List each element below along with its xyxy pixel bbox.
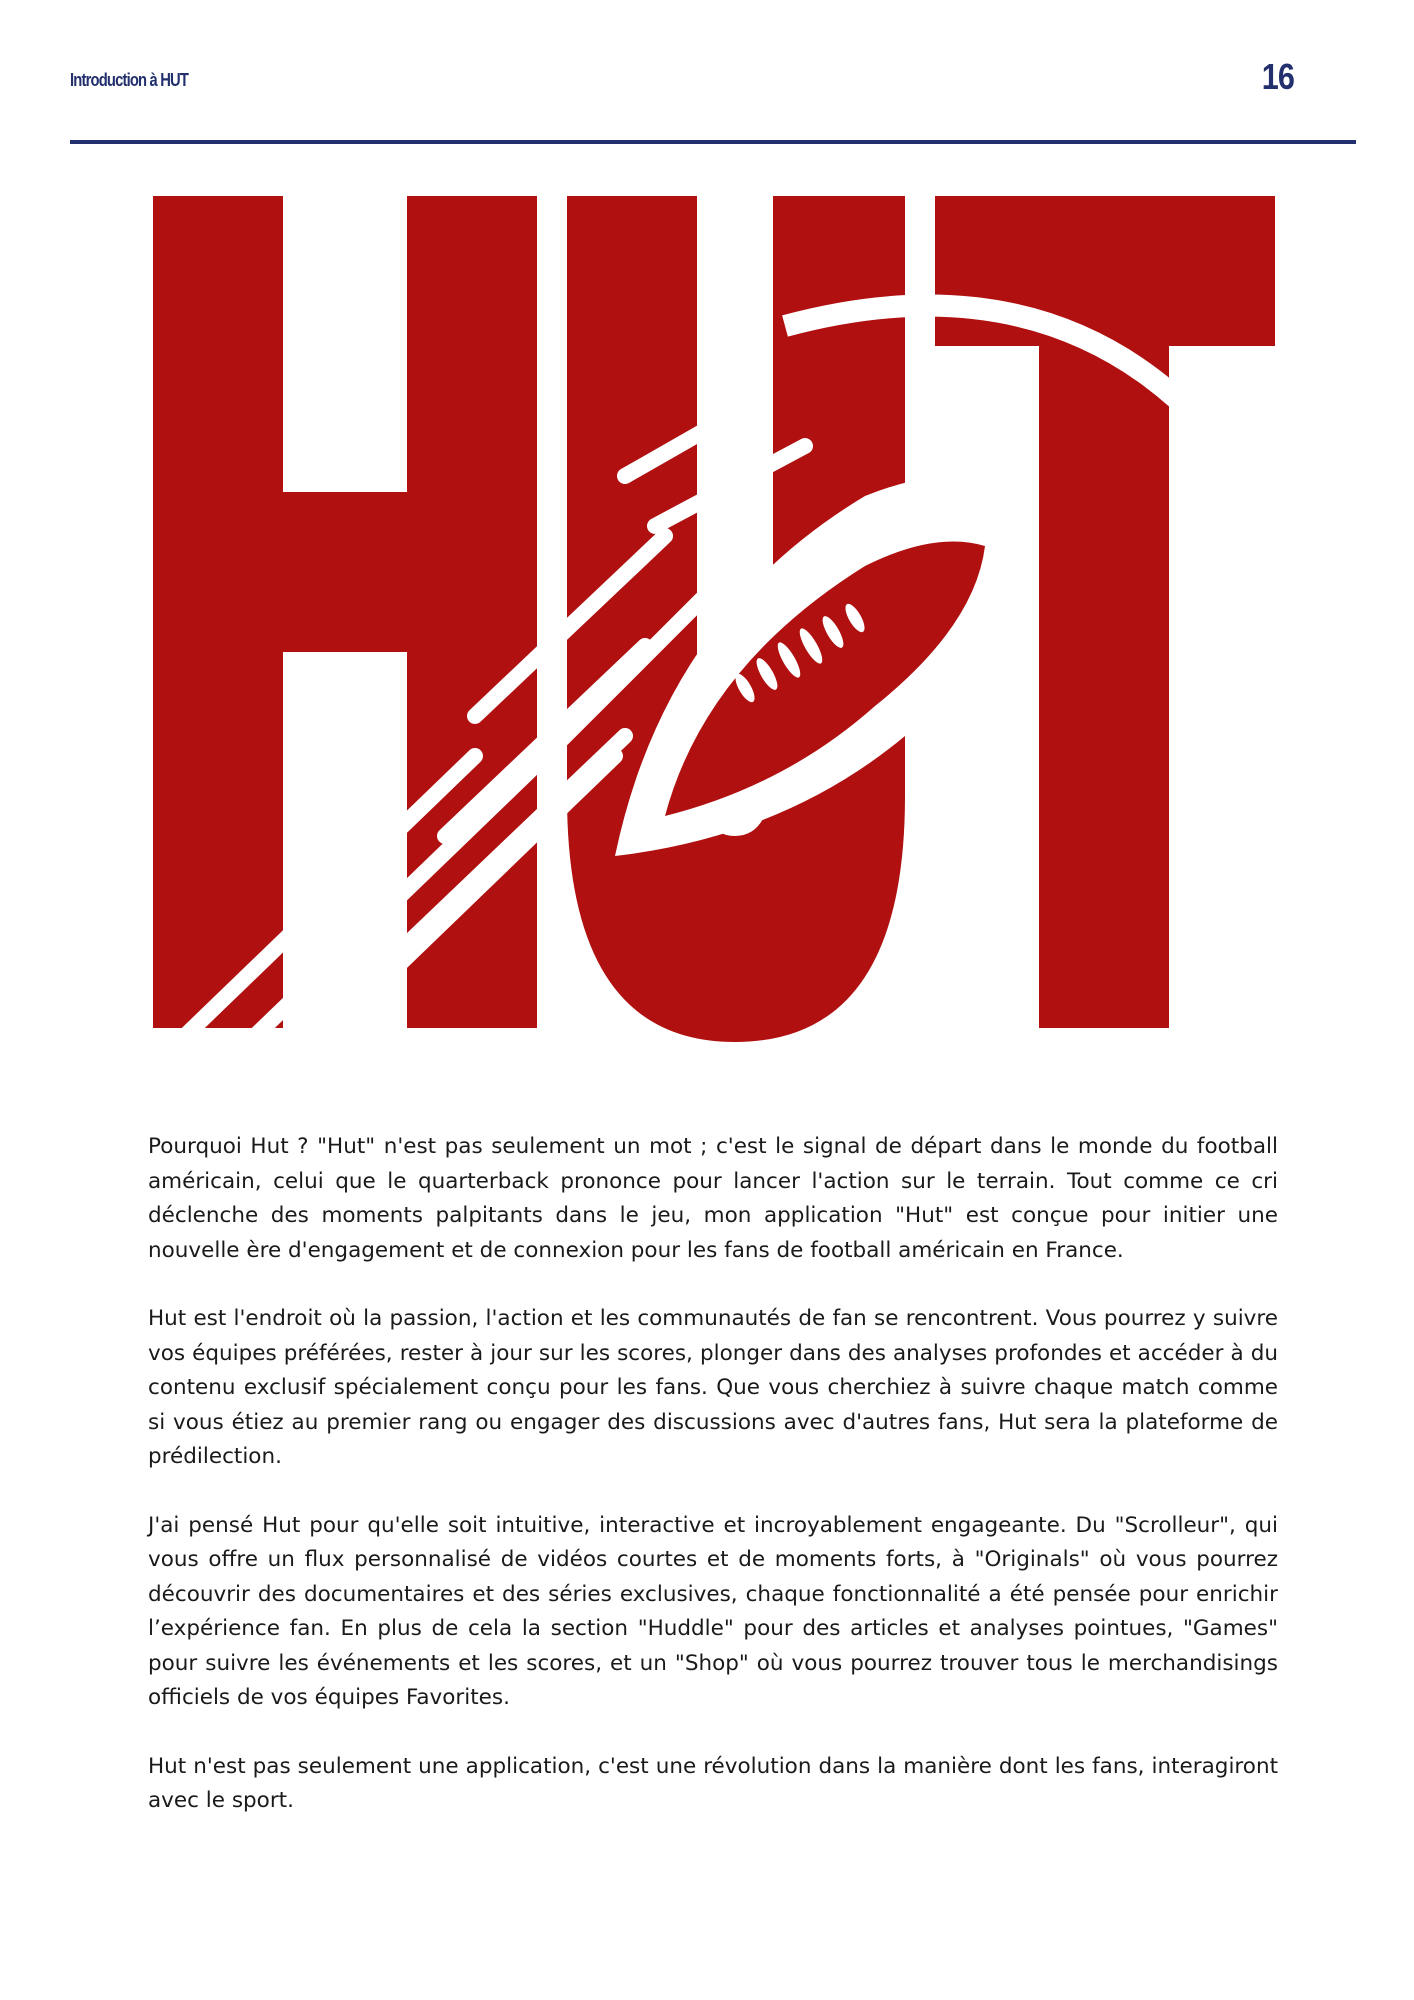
paragraph: J'ai pensé Hut pour qu'elle soit intuitive, interactive et incroyablement engageante. Du "Scrolleur", qui vous offre un flux personnalisé de vidéos courtes et de moments forts, à "Originals" où vous pourrez découvrir des documentaires et des séries exclusives, chaque fonctionnalité a été pensée pour enrichir l’expérience fan. En plus de cela la section "Huddle" pour des articles et analyses pointues, "Games" pour suivre les événements et les scores, et un "Shop" où vous pourrez trouver tous le merchandisings officiels de vos équipes Favorites. — [148, 1512, 1278, 1710]
document-header-title: Introduction à HUT — [70, 70, 189, 90]
paragraph: Pourquoi Hut ? "Hut" n'est pas seulement un mot ; c'est le signal de départ dans le monde du football américain, celui que le quarterback prononce pour lancer l'action sur le terrain. Tout comme ce cri déclenche des moments palpitants dans le jeu, mon application "Hut" est conçue pour initier une nouvelle ère d'engagement et de connexion pour les fans de football américain en France. — [148, 1134, 1278, 1263]
header-divider — [70, 140, 1356, 144]
body-text — [148, 1130, 1278, 1853]
page-number: 16 — [1261, 56, 1294, 97]
logo-letter-h — [153, 196, 537, 1028]
paragraph: Hut n'est pas seulement une application, c'est une révolution dans la manière dont les fans, interagiront avec le sport. — [148, 1753, 1278, 1813]
hut-logo — [145, 196, 1280, 1042]
paragraph: Hut est l'endroit où la passion, l'action et les communautés de fan se rencontrent. Vous pourrez y suivre vos équipes préférées, rester à jour sur les scores, plonger dans des analyses profondes et accéder à du contenu exclusif spécialement conçu pour les fans. Que vous cherchiez à suivre chaque match comme si vous étiez au premier rang ou engager des discussions avec d'autres fans, Hut sera la plateforme de prédilection. — [148, 1306, 1278, 1469]
